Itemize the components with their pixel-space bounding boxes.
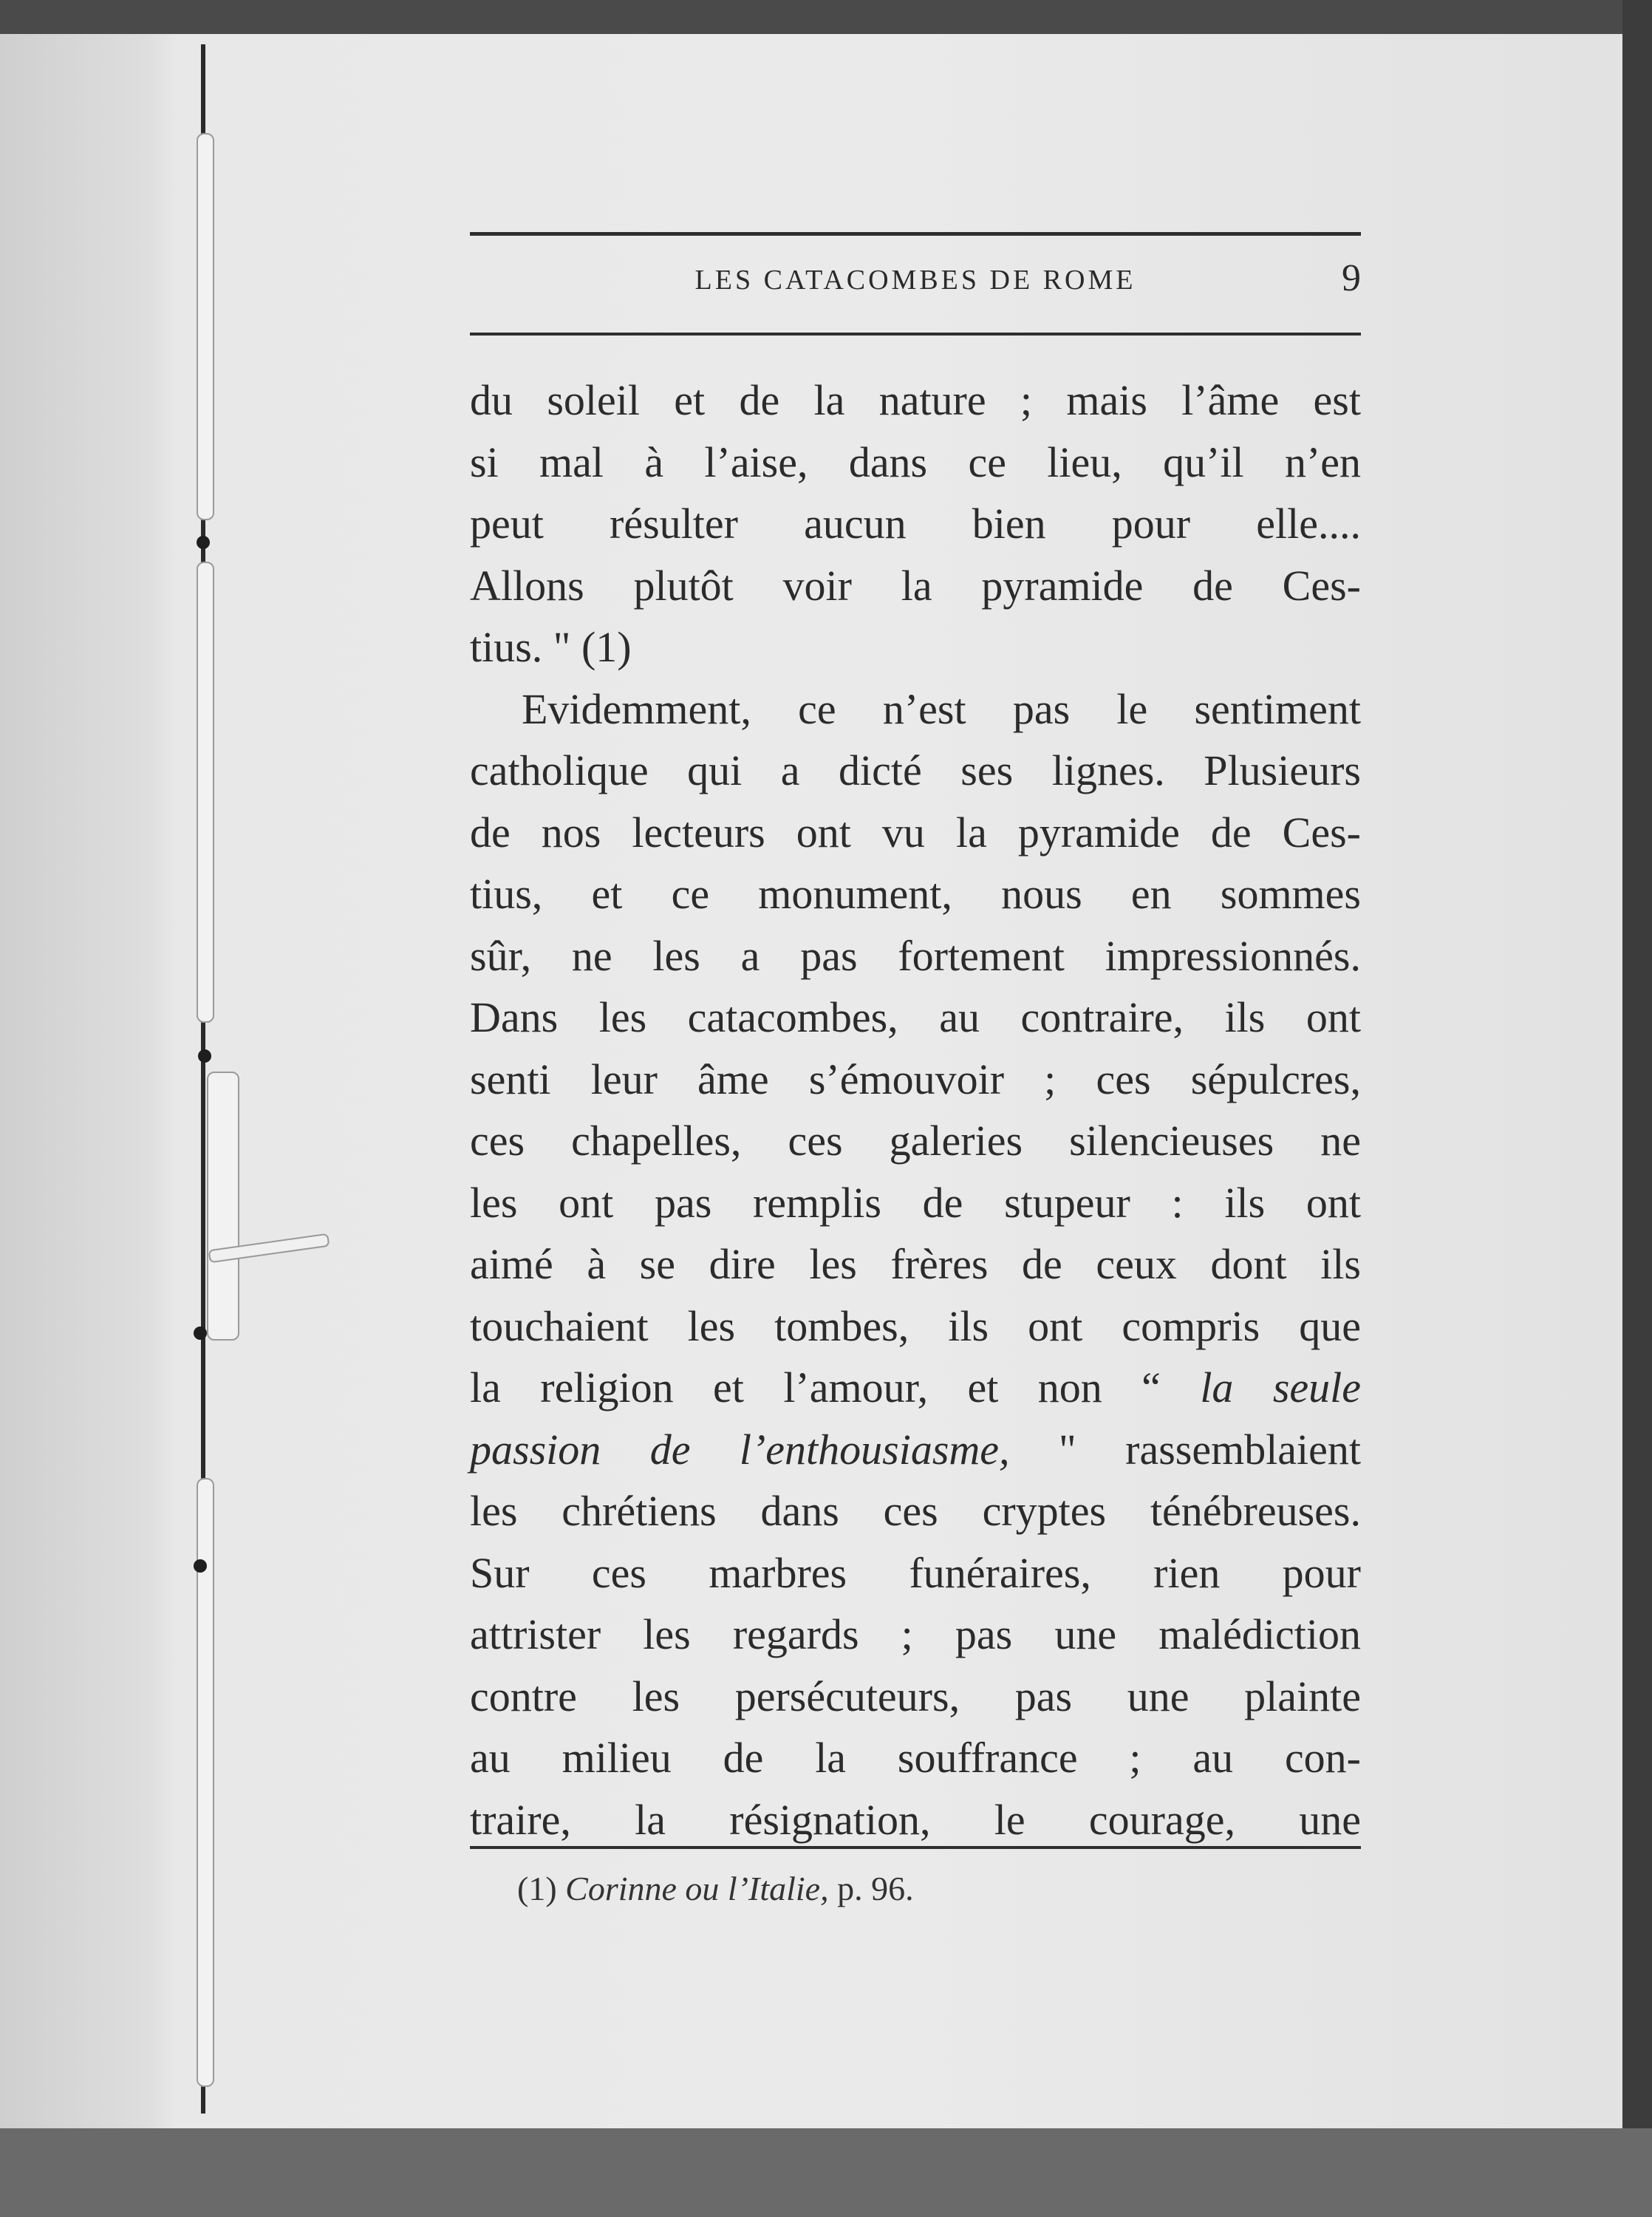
binding-thread [197,133,214,520]
footnote-rule [470,1846,1361,1849]
gutter-shadow [0,34,177,2128]
line-suffix: " rassemblaient [1059,1425,1362,1474]
film-edge-right [1622,0,1652,2217]
text-line: aimé à se dire les frères de ceux dont ils [470,1240,1361,1288]
text-line: traire, la résignation, le courage, une [470,1795,1361,1844]
text-line-with-italic [470,1357,1361,1419]
body-text [470,370,1361,1850]
binding-thread [197,562,214,1023]
text-line: sûr, ne les a pas fortement impressionnés. [470,931,1361,980]
binding-stitch [194,1327,207,1340]
text-line: attrister les regards ; pas une malédiction [470,1610,1361,1658]
header-rule-top [470,232,1361,236]
text-line: du soleil et de la nature ; mais l’âme est [470,376,1361,424]
text-line: senti leur âme s’émouvoir ; ces sépulcres, [470,1055,1361,1103]
binding-stitch [194,1559,207,1573]
binding-stitch [197,536,210,549]
text-line: tius, et ce monument, nous en sommes [470,870,1361,918]
header-rule-bottom [470,333,1361,336]
text-line: Dans les catacombes, au contraire, ils ont [470,993,1361,1041]
film-edge-top [0,0,1652,34]
running-head [470,254,1361,306]
text-line: tius. " (1) [470,623,632,671]
footnote-page-ref: p. 96. [837,1870,914,1907]
footnote [517,1867,1330,1911]
text-line: Allons plutôt voir la pyramide de Ces- [470,561,1361,610]
text-line: contre les persécuteurs, pas une plainte [470,1672,1361,1720]
text-line: de nos lecteurs ont vu la pyramide de Ces- [470,808,1361,857]
text-line: les chrétiens dans ces cryptes ténébreuses. [470,1487,1361,1535]
running-title: LES CATACOMBES DE ROME [694,265,1136,296]
text-line: Sur ces marbres funéraires, rien pour [470,1548,1361,1597]
text-line: si mal à l’aise, dans ce lieu, qu’il n’en [470,437,1361,486]
text-line: au milieu de la souffrance ; au con- [470,1734,1361,1782]
text-line: peut résulter aucun bien pour elle.... [470,500,1361,548]
text-line-with-italic [470,1419,1361,1481]
film-edge-bottom [0,2128,1652,2217]
italic-quote: passion de l’enthousiasme, [470,1425,1010,1474]
binding-stitch [198,1049,211,1063]
binding-thread [207,1072,239,1341]
footnote-source: Corinne ou l’Italie, [565,1870,829,1907]
text-line: les ont pas remplis de stupeur : ils ont [470,1178,1361,1227]
text-line: ces chapelles, ces galeries silencieuses ne [470,1117,1361,1165]
italic-quote: la seule [1200,1363,1361,1411]
page-number: 9 [1342,257,1361,299]
text-line: Evidemment, ce n’est pas le sentiment [522,684,1361,733]
footnote-marker: (1) [517,1870,557,1907]
text-line: catholique qui a dicté ses lignes. Plusieurs [470,746,1361,794]
text-line: touchaient les tombes, ils ont compris que [470,1301,1361,1350]
line-prefix: la religion et l’amour, et non “ [470,1363,1161,1411]
